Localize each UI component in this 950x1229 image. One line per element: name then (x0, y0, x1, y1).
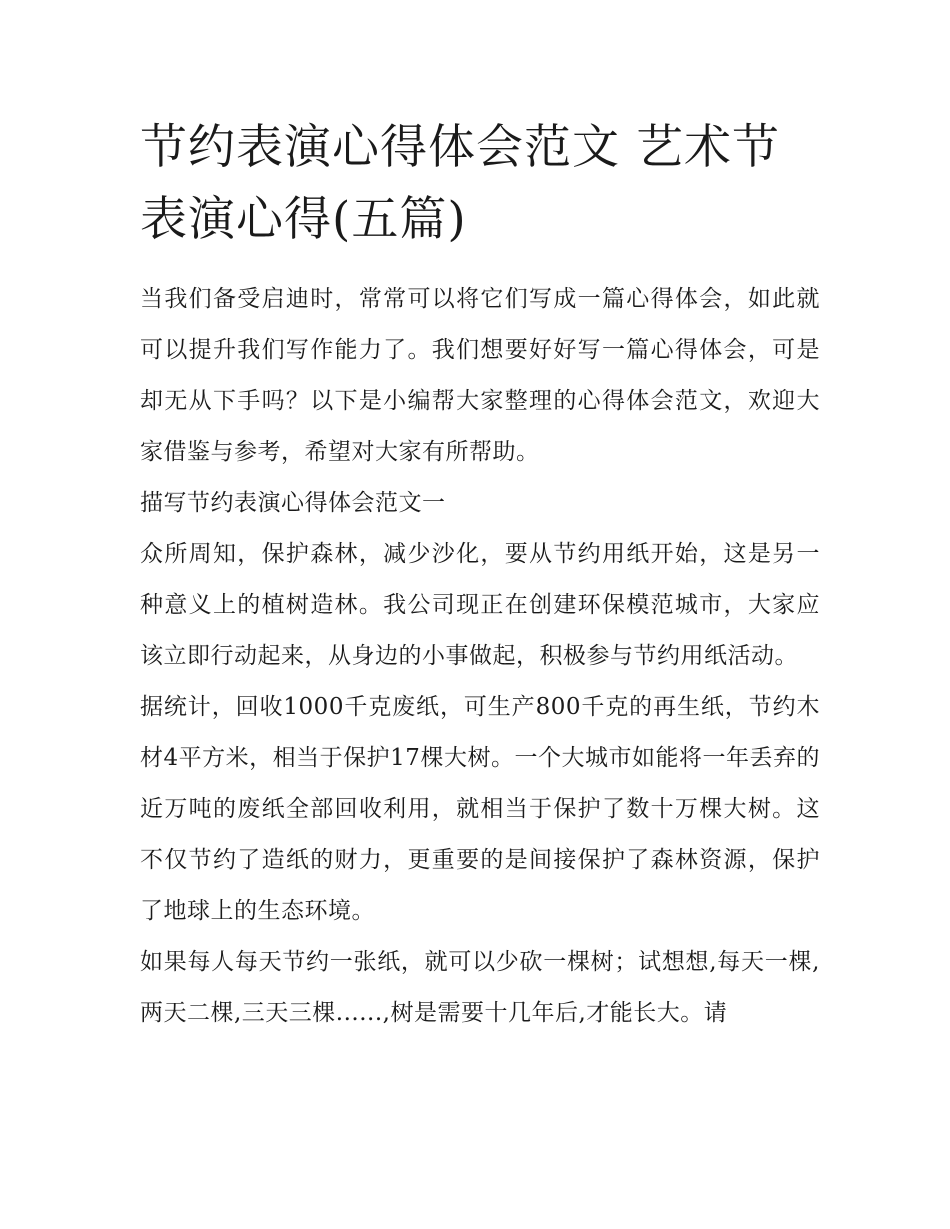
body-paragraph-2: 据统计，回收1000千克废纸，可生产800千克的再生纸，节约木材4平方米，相当于保护17棵大树。一个大城市如能将一年丢弃的近万吨的废纸全部回收利用，就相当于保护了数十万棵大树。这不仅节约了造纸的财力，更重要的是间接保护了森林资源，保护了地球上的生态环境。 (140, 694, 820, 924)
document-title: 节约表演心得体会范文 艺术节表演心得(五篇) (140, 120, 780, 247)
intro-paragraph: 当我们备受启迪时，常常可以将它们写成一篇心得体会，如此就可以提升我们写作能力了。我们想要好好写一篇心得体会，可是却无从下手吗？以下是小编帮大家整理的心得体会范文，欢迎大家借鉴与参考，希望对大家有所帮助。 (140, 286, 820, 465)
section-heading: 描写节约表演心得体会范文一 (140, 490, 446, 516)
body-paragraph-1: 众所周知，保护森林，减少沙化，要从节约用纸开始，这是另一种意义上的植树造林。我公司现正在创建环保模范城市，大家应该立即行动起来，从身边的小事做起，积极参与节约用纸活动。 (140, 541, 820, 669)
body-paragraph-3: 如果每人每天节约一张纸，就可以少砍一棵树；试想想,每天一棵,两天二棵,三天三棵......,树是需要十几年后,才能长大。请 (140, 949, 820, 1026)
document-page (140, 112, 820, 1039)
